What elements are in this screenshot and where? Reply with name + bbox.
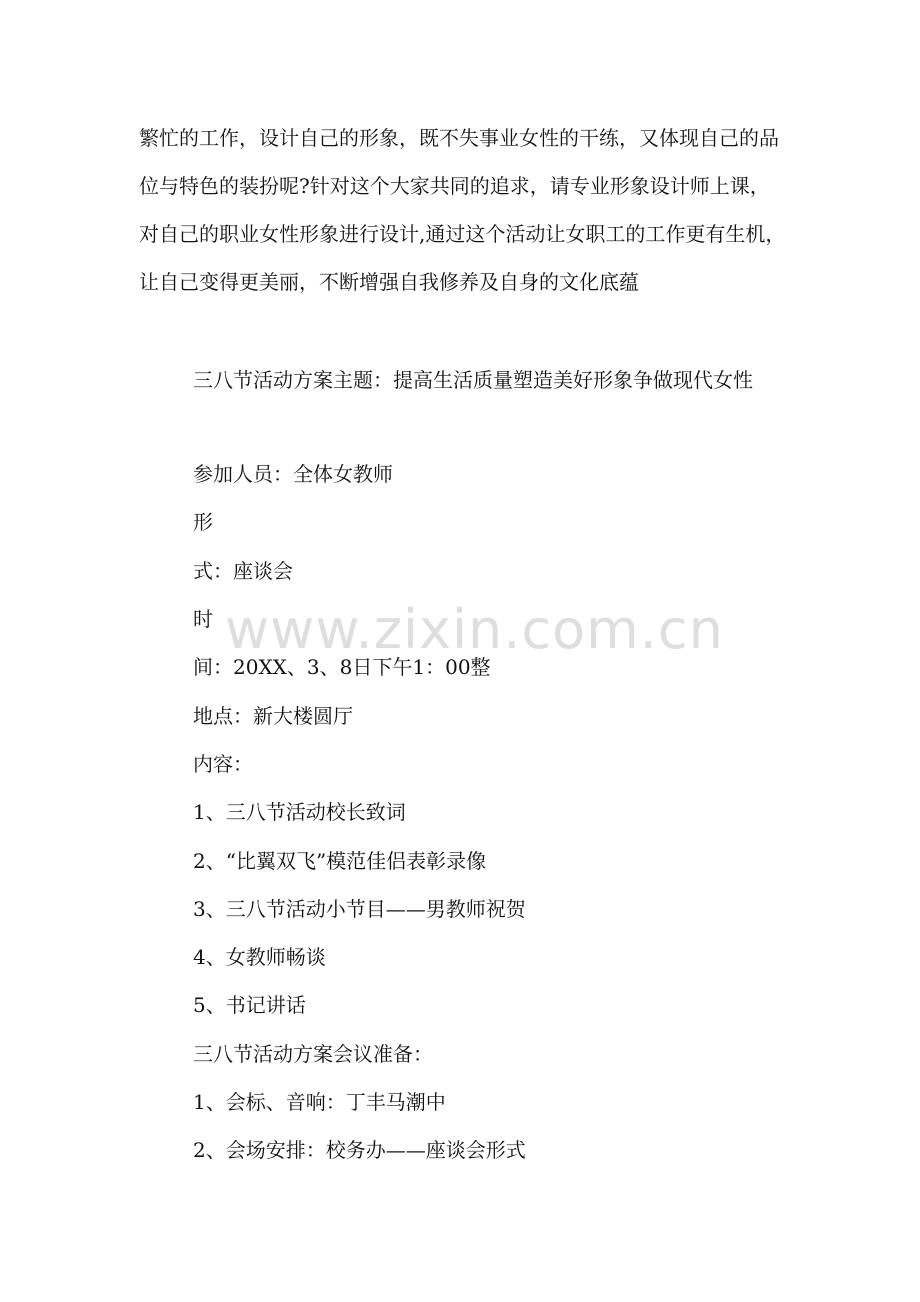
theme-paragraph: 三八节活动方案主题：提高生活质量塑造美好形象争做现代女性 (193, 368, 753, 392)
form-label-line: 形 (193, 510, 213, 534)
time-value-line: 间：20XX、3、8日下午1：00整 (193, 655, 491, 679)
content-heading: 内容： (193, 752, 253, 776)
intro-paragraph: 繁忙的工作，设计自己的形象，既不失事业女性的干练，又体现自己的品位与特色的装扮呢?针对这个大家共同的追求，请专业形象设计师上课，对自己的职业女性形象进行设计,通过这个活动让女职工的工作更有生机，让自己变得更美丽，不断增强自我修养及自身的文化底蕴 (139, 126, 786, 294)
time-label-line: 时 (193, 607, 213, 631)
preparation-heading: 三八节活动方案会议准备： (193, 1042, 433, 1066)
location-line: 地点：新大楼圆厅 (193, 704, 353, 728)
preparation-item-1: 1、会标、音响：丁丰马潮中 (193, 1090, 446, 1114)
content-item-3: 3、三八节活动小节目——男教师祝贺 (193, 897, 526, 921)
form-value-line: 式：座谈会 (193, 559, 293, 583)
participants-line: 参加人员：全体女教师 (193, 462, 393, 486)
content-item-2: 2、“比翼双飞”模范佳侣表彰录像 (193, 849, 487, 873)
content-item-4: 4、女教师畅谈 (193, 945, 326, 969)
content-item-1: 1、三八节活动校长致词 (193, 800, 406, 824)
preparation-item-2: 2、会场安排：校务办——座谈会形式 (193, 1138, 526, 1162)
content-item-5: 5、书记讲话 (193, 993, 306, 1017)
watermark: www.zixin.com.cn (225, 598, 724, 661)
